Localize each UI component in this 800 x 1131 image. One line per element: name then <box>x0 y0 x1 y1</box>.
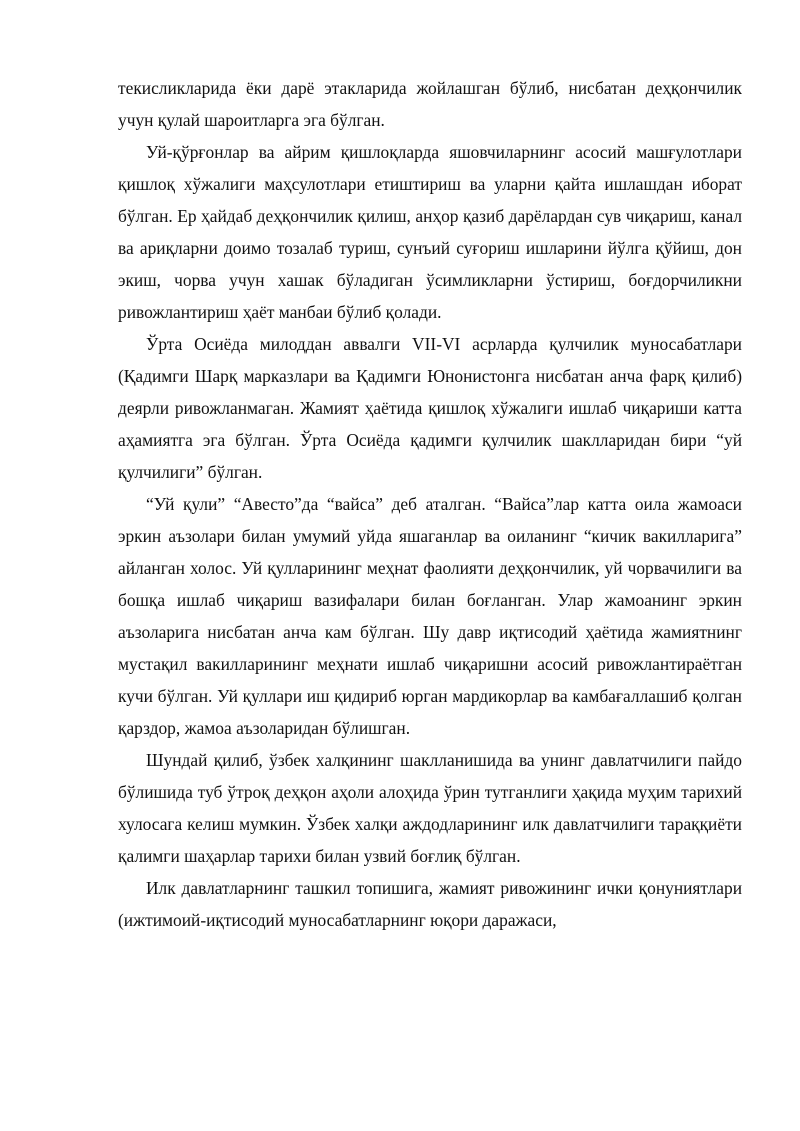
paragraph-agriculture: Уй-қўрғонлар ва айрим қишлоқларда яшовчиларнинг асосий машғулотлари қишлоқ хўжалиги маҳсулотлари етиштириш ва уларни қайта ишлашдан иборат бўлган. Ер ҳайдаб деҳқончилик қилиш, анҳор қазиб дарёлардан сув чиқариш, канал ва ариқларни доимо тозалаб туриш, сунъий суғориш ишларини йўлга қўйиш, дон экиш, чорва учун хашак бўладиган ўсимликларни ўстириш, боғдорчиликни ривожлантириш ҳаёт манбаи бўлиб қолади. <box>118 142 742 322</box>
paragraph-early-states: Илк давлатларнинг ташкил топишига, жамият ривожининг ички қонуниятлари (ижтимоий-иқтисодий муносабатларнинг юқори даражаси, <box>118 878 742 930</box>
paragraph-slavery: Ўрта Осиёда милоддан аввалги VII-VI асрларда қулчилик муносабатлари (Қадимги Шарқ марказлари ва Қадимги Юнонистонга нисбатан анча фарқ қилиб) деярли ривожланмаган. Жамият ҳаётида қишлоқ хўжалиги ишлаб чиқариши катта аҳамиятга эга бўлган. Ўрта Осиёда қадимги қулчилик шаклларидан бири “уй қулчилиги” бўлган. <box>118 334 742 482</box>
paragraph-conclusion: Шундай қилиб, ўзбек халқининг шаклланишида ва унинг давлатчилиги пайдо бўлишида туб ўтроқ деҳқон аҳоли алоҳида ўрин тутганлиги ҳақида муҳим тарихий хулосага келиш мумкин. Ўзбек халқи аждодларининг илк давлатчилиги тараққиёти қалимги шаҳарлар тарихи билан узвий боғлиқ бўлган. <box>118 750 742 866</box>
document-page <box>118 72 742 936</box>
paragraph-house-slave: “Уй қули” “Авесто”да “вайса” деб аталган. “Вайса”лар катта оила жамоаси эркин аъзолари билан умумий уйда яшаганлар ва оиланинг “кичик вакилларига” айланган холос. Уй қулларининг меҳнат фаолияти деҳқончилик, уй чорвачилиги ва бошқа ишлаб чиқариш вазифалари билан боғланган. Улар жамоанинг эркин аъзоларига нисбатан анча кам бўлган. Шу давр иқтисодий ҳаётида жамиятнинг мустақил вакилларининг меҳнати ишлаб чиқаришни асосий ривожлантираётган кучи бўлган. Уй қуллари иш қидириб юрган мардикорлар ва камбағаллашиб қолган қарздор, жамоа аъзоларидан бўлишган. <box>118 494 742 738</box>
paragraph-continuation: текисликларида ёки дарё этакларида жойлашган бўлиб, нисбатан деҳқончилик учун қулай шароитларга эга бўлган. <box>118 78 742 130</box>
